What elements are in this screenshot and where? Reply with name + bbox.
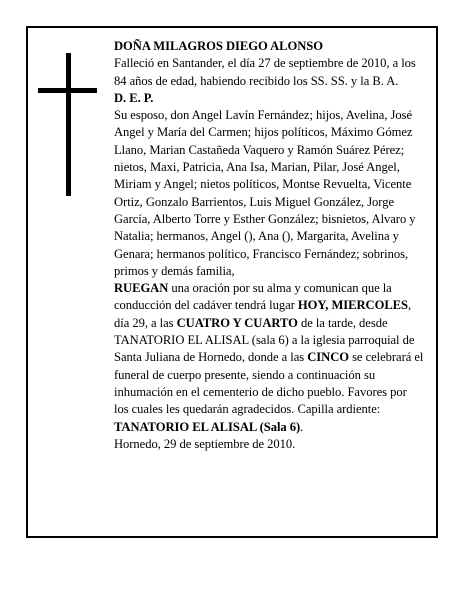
dep-label: D. E. P.	[114, 90, 154, 105]
funeral-time-2: CINCO	[307, 350, 349, 365]
family-list: Su esposo, don Angel Lavín Fernández; hijos, Avelina, José Angel y María del Carmen; hijos políticos, Máximo Gómez Llano, Marian Castañeda Vaquero y Ramón Suárez Pérez; nietos, Maxi, Patricia, Ana Isa, Marian, Pilar, José Angel, Miriam y Angel; nietos políticos, Montse Revuelta, Vicente Ortiz, Gonzalo Barrientos, Luis Miguel González, Jorge García, Alberto Torre y Esther González; bisnietos, Alvaro y Natalia; hermanos, Angel (), Ana (), Margarita, Avelina y Genara; hermanos político, Francisco Fernández; sobrinos, primos y demás familia,	[114, 108, 416, 278]
obituary-text	[114, 38, 424, 453]
closing-date: Hornedo, 29 de septiembre de 2010.	[114, 436, 296, 451]
death-notice: Falleció en Santander, el día 27 de septiembre de 2010, a los 84 años de edad, habiendo recibido los SS. SS. y la B. A.	[114, 56, 416, 88]
cross-icon-crossbar	[38, 88, 97, 93]
funeral-day: HOY, MIERCOLES	[297, 298, 408, 313]
ruegan-label: RUEGAN	[114, 281, 169, 296]
deceased-name: DOÑA MILAGROS DIEGO ALONSO	[114, 39, 323, 53]
funeral-request: RUEGAN una oración por su alma y comunican que la conducción del cadáver tendrá lugar HOY, MIERCOLES, día 29, a las CUATRO Y CUARTO de la tarde, desde TANATORIO EL ALISAL (sala 6) a la iglesia parroquial de Santa Juliana de Hornedo, donde a las CINCO se celebrará el funeral de cuerpo presente, siendo a continuación su inhumación en el cementerio de dicho pueblo. Favores por los cuales les quedarán agradecidos. Capilla ardiente: TANATORIO EL ALISAL (Sala 6).	[114, 281, 424, 434]
funeral-time-1: CUATRO Y CUARTO	[176, 315, 298, 330]
chapel-location: TANATORIO EL ALISAL (Sala 6)	[114, 419, 301, 434]
cross-icon	[66, 53, 71, 196]
